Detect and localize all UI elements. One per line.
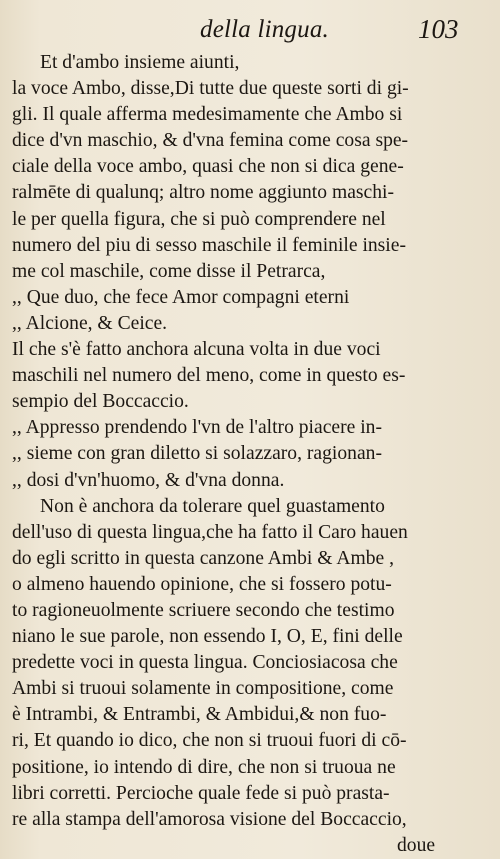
running-head: della lingua. — [200, 16, 329, 43]
text-line: ,, Que duo, che fece Amor compagni eterni — [12, 286, 350, 308]
text-line: sempio del Boccaccio. — [12, 391, 189, 413]
text-line: do egli scritto in questa canzone Ambi & Ambe , — [12, 547, 395, 569]
text-line: Non è anchora da tolerare quel guastamento — [40, 495, 385, 517]
text-line: la voce Ambo, disse,Di tutte due queste sorti di gi- — [12, 78, 409, 100]
text-line: niano le sue parole, non essendo I, O, E, fini delle — [12, 626, 403, 648]
text-line: ri, Et quando io dico, che non si truoui fuori di cō- — [12, 730, 407, 752]
text-line: positione, io intendo di dire, che non si truoua ne — [12, 756, 396, 778]
text-line: Et d'ambo insieme aiunti, — [40, 52, 240, 73]
text-line: to ragioneuolmente scriuere secondo che testimo — [12, 599, 395, 621]
text-line: è Intrambi, & Entrambi, & Ambidui,& non fuo- — [12, 704, 387, 726]
catchword: doue — [397, 834, 436, 856]
text-line: ,, Appresso prendendo l'vn de l'altro piacere in- — [12, 417, 382, 439]
text-line: me col maschile, come disse il Petrarca, — [12, 260, 326, 282]
text-line: ,, Alcione, & Ceice. — [12, 312, 168, 334]
text-line: ,, sieme con gran diletto si solazzaro, ragionan- — [12, 443, 382, 465]
text-line: Ambi si truoui solamente in compositione, come — [12, 678, 394, 700]
text-line: numero del piu di sesso maschile il feminile insie- — [12, 234, 406, 256]
text-line: gli. Il quale afferma medesimamente che Ambo si — [12, 104, 403, 126]
text-line: ciale della voce ambo, quasi che non si dica gene- — [12, 156, 404, 178]
text-line: dell'uso di questa lingua,che ha fatto il Caro hauen — [12, 521, 408, 543]
page-number: 103 — [418, 14, 459, 44]
body-text — [12, 50, 472, 859]
text-line: libri corretti. Percioche quale fede si può prasta- — [12, 782, 390, 804]
text-line: maschili nel numero del meno, come in questo es- — [12, 365, 406, 387]
text-line: dice d'vn maschio, & d'vna femina come cosa spe- — [12, 130, 409, 152]
text-line: ralmēte di qualunq; altro nome aggiunto maschi- — [12, 182, 394, 204]
text-line: ,, dosi d'vn'huomo, & d'vna donna. — [12, 469, 285, 491]
text-line: predette voci in questa lingua. Conciosiacosa che — [12, 652, 398, 674]
text-line: o almeno hauendo opinione, che si fossero potu- — [12, 573, 392, 595]
text-line: re alla stampa dell'amorosa visione del Boccaccio, — [12, 808, 407, 830]
text-line: Il che s'è fatto anchora alcuna volta in due voci — [12, 339, 381, 361]
text-line: le per quella figura, che si può comprendere nel — [12, 208, 386, 230]
